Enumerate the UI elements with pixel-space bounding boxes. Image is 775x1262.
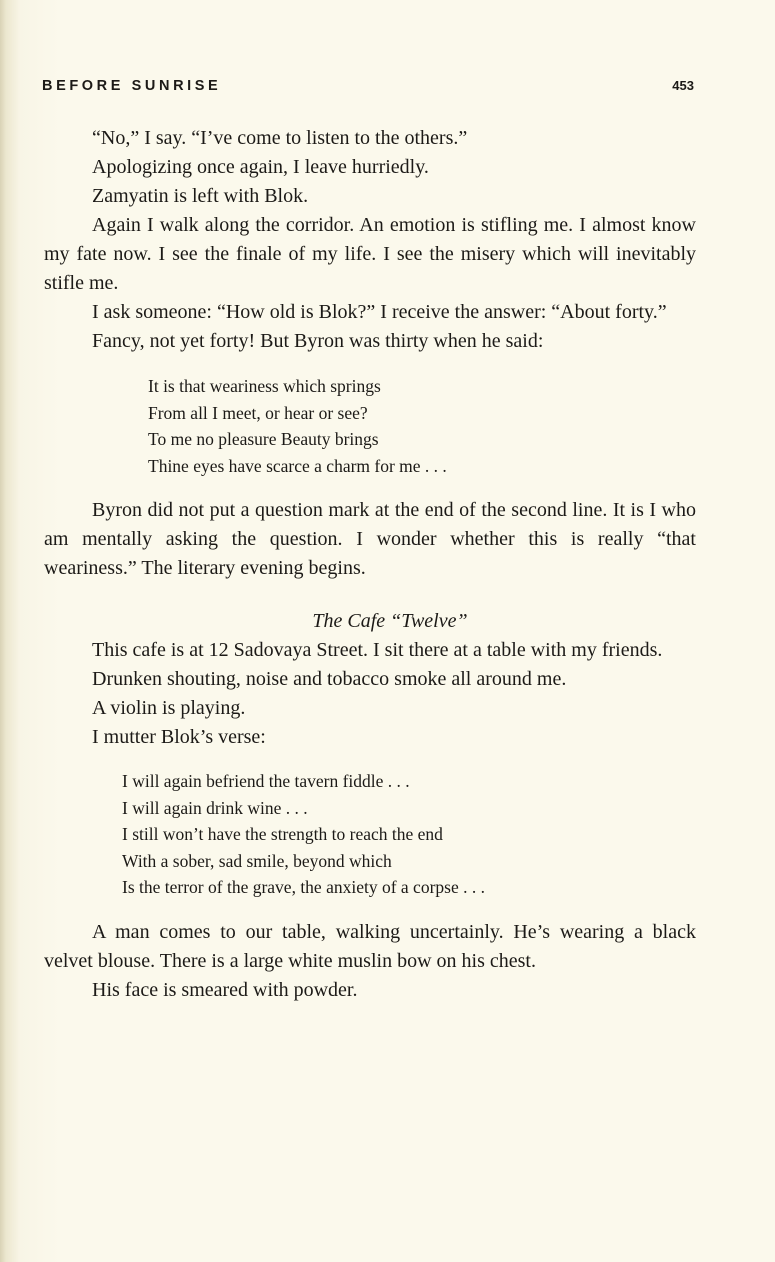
poem-line: Thine eyes have scarce a charm for me . . . xyxy=(148,455,447,476)
section-title: The Cafe “Twelve” xyxy=(312,610,468,632)
paragraph: Apologizing once again, I leave hurriedly. xyxy=(92,156,429,178)
poem-line: With a sober, sad smile, beyond which xyxy=(122,850,392,871)
paragraph: “No,” I say. “I’ve come to listen to the others.” xyxy=(92,127,468,149)
poem-line: It is that weariness which springs xyxy=(148,376,381,396)
poem-line: From all I meet, or hear or see? xyxy=(148,402,368,423)
paragraph: Drunken shouting, noise and tobacco smoke all around me. xyxy=(92,668,567,690)
poem-line: To me no pleasure Beauty brings xyxy=(148,429,379,449)
paragraph: Zamyatin is left with Blok. xyxy=(92,185,309,207)
poem-byron xyxy=(148,373,696,479)
paragraph: Fancy, not yet forty! But Byron was thirty when he said: xyxy=(92,330,544,352)
poem-line: I still won’t have the strength to reach the end xyxy=(122,824,443,844)
paragraph: A man comes to our table, walking uncertainly. He’s wearing a black velvet blouse. There is a large white muslin bow on his chest. xyxy=(44,920,696,972)
poem-blok xyxy=(122,768,696,901)
page-header xyxy=(42,78,694,102)
paragraph: This cafe is at 12 Sadovaya Street. I sit there at a table with my friends. xyxy=(92,639,663,661)
paragraph: His face is smeared with powder. xyxy=(92,978,358,1001)
paragraph: Byron did not put a question mark at the end of the second line. It is I who am mentally asking the question. I wonder whether this is really “that weariness.” The literary evening begins. xyxy=(44,499,696,579)
poem-line: Is the terror of the grave, the anxiety of a corpse . . . xyxy=(122,877,485,897)
paragraph: Again I walk along the corridor. An emotion is stifling me. I almost know my fate now. I see the finale of my life. I see the misery which will inevitably stifle me. xyxy=(44,214,696,294)
poem-line: I will again befriend the tavern fiddle . . . xyxy=(122,771,410,791)
paragraph: I ask someone: “How old is Blok?” I receive the answer: “About forty.” xyxy=(92,301,667,323)
running-head: BEFORE SUNRISE xyxy=(42,78,222,94)
page-number: 453 xyxy=(672,78,694,93)
paragraph: A violin is playing. xyxy=(92,697,246,719)
poem-line: I will again drink wine . . . xyxy=(122,797,308,818)
body-text xyxy=(44,124,696,1005)
paragraph: I mutter Blok’s verse: xyxy=(92,726,266,748)
